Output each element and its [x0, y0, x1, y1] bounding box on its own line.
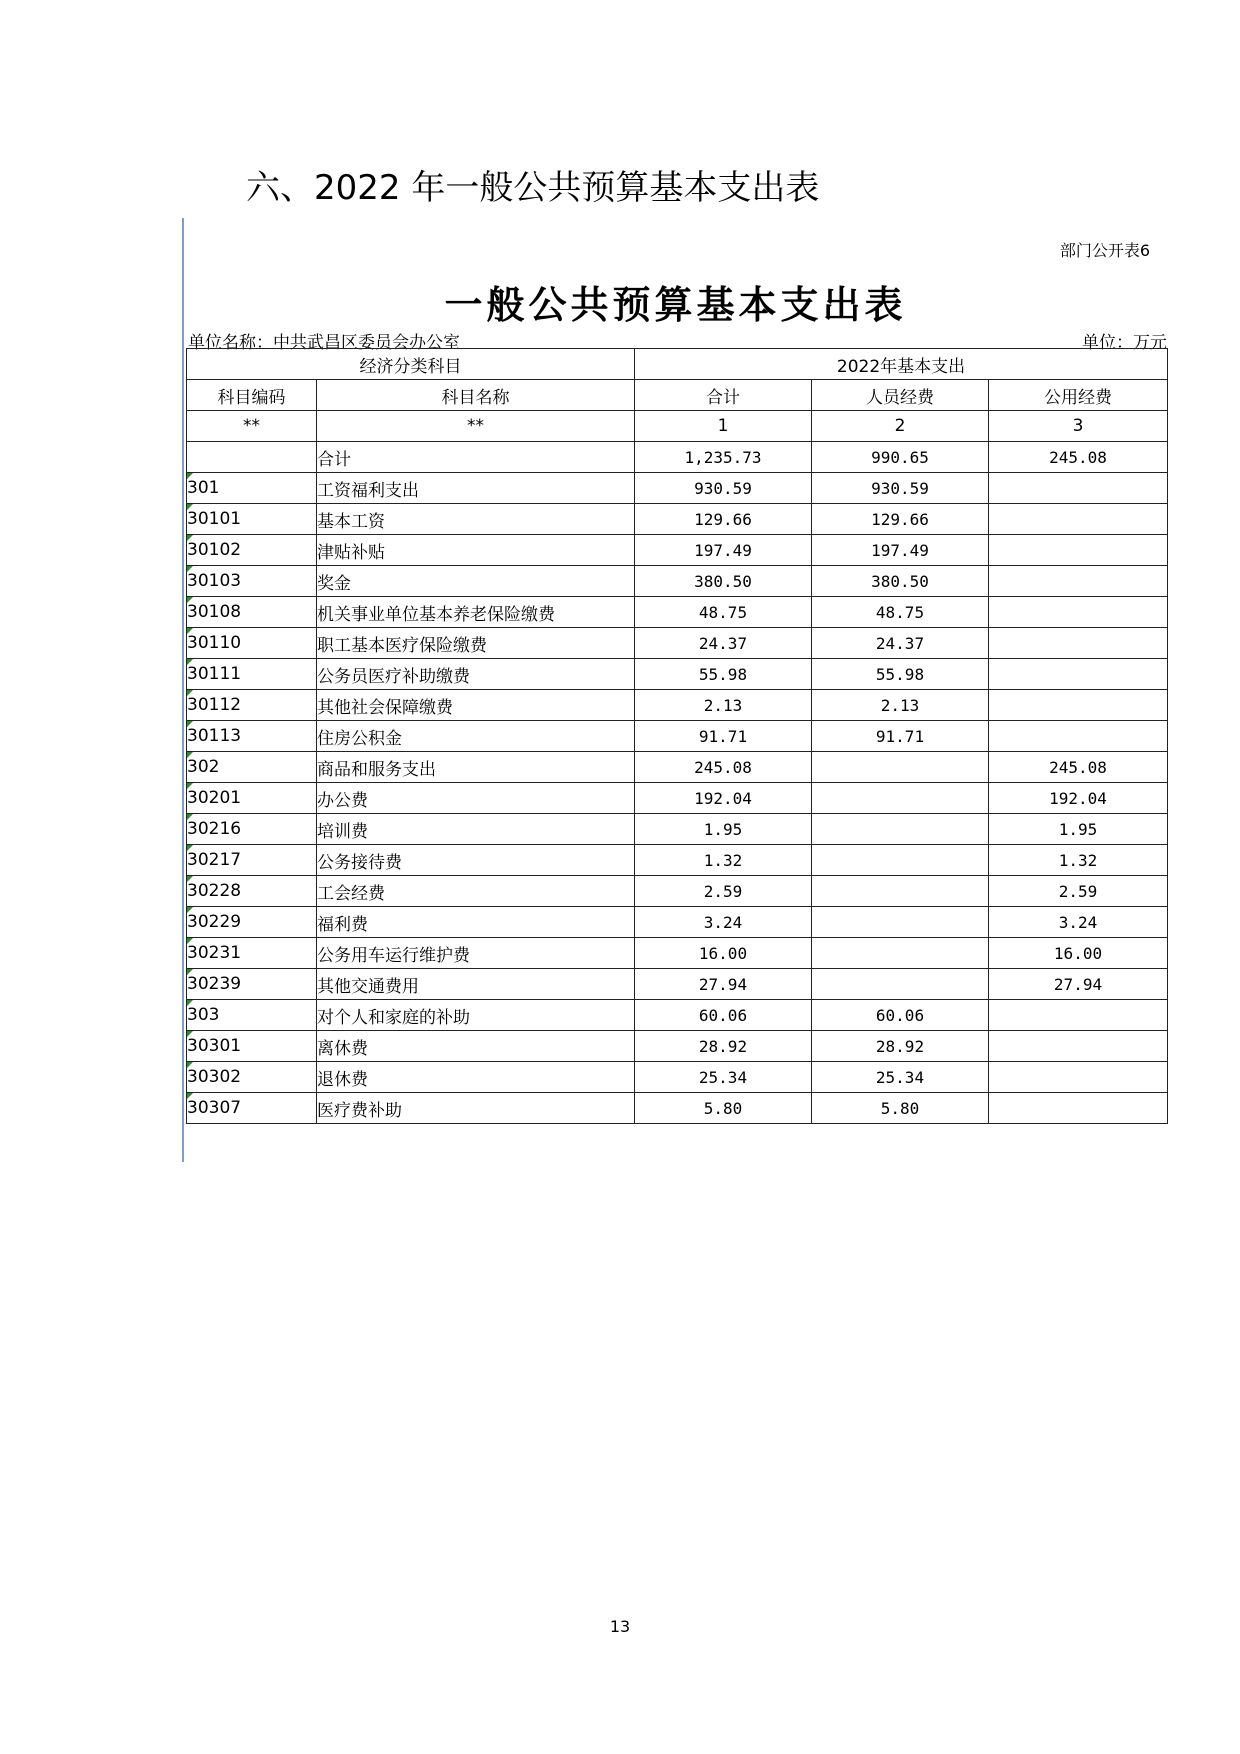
header-name: 科目名称 — [317, 380, 635, 411]
row-code: 30201 — [187, 783, 317, 814]
row-name: 医疗费补助 — [317, 1093, 635, 1124]
row-name: 住房公积金 — [317, 721, 635, 752]
row-total: 27.94 — [635, 969, 812, 1000]
total-sum: 1,235.73 — [635, 442, 812, 473]
row-public: 245.08 — [989, 752, 1168, 783]
header-econ-class: 经济分类科目 — [187, 349, 635, 380]
row-public — [989, 690, 1168, 721]
row-code: 303 — [187, 1000, 317, 1031]
row-personnel: 129.66 — [812, 504, 989, 535]
row-personnel: 2.13 — [812, 690, 989, 721]
row-code: 30108 — [187, 597, 317, 628]
row-code: 30101 — [187, 504, 317, 535]
table-row — [187, 814, 1168, 845]
row-total: 192.04 — [635, 783, 812, 814]
row-name: 其他社会保障缴费 — [317, 690, 635, 721]
row-name: 公务接待费 — [317, 845, 635, 876]
table-row — [187, 1031, 1168, 1062]
row-code: 302 — [187, 752, 317, 783]
table-row — [187, 721, 1168, 752]
row-name: 津贴补贴 — [317, 535, 635, 566]
unit-label: 单位：万元 — [1082, 333, 1167, 353]
row-personnel: 930.59 — [812, 473, 989, 504]
table-row — [187, 473, 1168, 504]
row-personnel: 60.06 — [812, 1000, 989, 1031]
cell-marker-icon — [187, 907, 193, 913]
table-row — [187, 504, 1168, 535]
marker-name: ** — [317, 411, 635, 442]
row-code: 30111 — [187, 659, 317, 690]
row-name: 工资福利支出 — [317, 473, 635, 504]
row-total: 24.37 — [635, 628, 812, 659]
row-personnel: 28.92 — [812, 1031, 989, 1062]
cell-marker-icon — [187, 969, 193, 975]
budget-table — [186, 348, 1168, 1124]
row-name: 商品和服务支出 — [317, 752, 635, 783]
row-name: 工会经费 — [317, 876, 635, 907]
table-row — [187, 690, 1168, 721]
marker-n1: 1 — [635, 411, 812, 442]
header-code: 科目编码 — [187, 380, 317, 411]
cell-marker-icon — [187, 721, 193, 727]
row-total: 28.92 — [635, 1031, 812, 1062]
row-public — [989, 535, 1168, 566]
row-total: 25.34 — [635, 1062, 812, 1093]
row-personnel: 5.80 — [812, 1093, 989, 1124]
header-column-row — [187, 380, 1168, 411]
cell-marker-icon — [187, 845, 193, 851]
row-total: 930.59 — [635, 473, 812, 504]
table-row — [187, 845, 1168, 876]
row-total: 380.50 — [635, 566, 812, 597]
row-total: 16.00 — [635, 938, 812, 969]
header-total: 合计 — [635, 380, 812, 411]
sheet-title: 一般公共预算基本支出表 — [444, 282, 907, 327]
table-row — [187, 566, 1168, 597]
row-public — [989, 473, 1168, 504]
row-name: 对个人和家庭的补助 — [317, 1000, 635, 1031]
table-row — [187, 628, 1168, 659]
row-total: 1.32 — [635, 845, 812, 876]
cell-marker-icon — [187, 504, 193, 510]
row-name: 培训费 — [317, 814, 635, 845]
table-row — [187, 1062, 1168, 1093]
row-code: 30302 — [187, 1062, 317, 1093]
cell-marker-icon — [187, 783, 193, 789]
row-public — [989, 628, 1168, 659]
cell-marker-icon — [187, 473, 193, 479]
row-personnel — [812, 938, 989, 969]
row-name: 基本工资 — [317, 504, 635, 535]
table-row — [187, 969, 1168, 1000]
row-personnel — [812, 907, 989, 938]
cell-marker-icon — [187, 938, 193, 944]
row-code: 30103 — [187, 566, 317, 597]
row-total: 3.24 — [635, 907, 812, 938]
row-total: 2.13 — [635, 690, 812, 721]
row-total: 245.08 — [635, 752, 812, 783]
row-personnel: 197.49 — [812, 535, 989, 566]
row-name: 离休费 — [317, 1031, 635, 1062]
cell-marker-icon — [187, 752, 193, 758]
table-row — [187, 907, 1168, 938]
row-name: 办公费 — [317, 783, 635, 814]
cell-marker-icon — [187, 628, 193, 634]
row-public — [989, 721, 1168, 752]
row-personnel — [812, 876, 989, 907]
row-total: 55.98 — [635, 659, 812, 690]
total-row — [187, 442, 1168, 473]
row-code: 30216 — [187, 814, 317, 845]
total-label: 合计 — [317, 442, 635, 473]
row-name: 职工基本医疗保险缴费 — [317, 628, 635, 659]
cell-marker-icon — [187, 535, 193, 541]
row-code: 30229 — [187, 907, 317, 938]
header-public: 公用经费 — [989, 380, 1168, 411]
row-name: 奖金 — [317, 566, 635, 597]
table-row — [187, 1093, 1168, 1124]
row-total: 1.95 — [635, 814, 812, 845]
row-public: 1.95 — [989, 814, 1168, 845]
row-name: 退休费 — [317, 1062, 635, 1093]
row-total: 129.66 — [635, 504, 812, 535]
row-public — [989, 1000, 1168, 1031]
table-row — [187, 659, 1168, 690]
table-row — [187, 783, 1168, 814]
row-public — [989, 504, 1168, 535]
cell-marker-icon — [187, 1031, 193, 1037]
sheet-code: 部门公开表6 — [1059, 241, 1150, 260]
row-public — [989, 1093, 1168, 1124]
table-row — [187, 1000, 1168, 1031]
row-public: 2.59 — [989, 876, 1168, 907]
row-public: 16.00 — [989, 938, 1168, 969]
row-total: 91.71 — [635, 721, 812, 752]
total-personnel: 990.65 — [812, 442, 989, 473]
cell-marker-icon — [187, 1093, 193, 1099]
header-basic-expenditure: 2022年基本支出 — [635, 349, 1168, 380]
row-code: 30217 — [187, 845, 317, 876]
row-code: 30113 — [187, 721, 317, 752]
table-row — [187, 597, 1168, 628]
cell-marker-icon — [187, 1062, 193, 1068]
row-code: 30228 — [187, 876, 317, 907]
row-public: 1.32 — [989, 845, 1168, 876]
row-public — [989, 1062, 1168, 1093]
row-personnel — [812, 814, 989, 845]
total-code — [187, 442, 317, 473]
row-personnel: 48.75 — [812, 597, 989, 628]
marker-code: ** — [187, 411, 317, 442]
cell-marker-icon — [187, 566, 193, 572]
row-code: 30110 — [187, 628, 317, 659]
cell-marker-icon — [187, 1000, 193, 1006]
header-group-row — [187, 349, 1168, 380]
row-public: 27.94 — [989, 969, 1168, 1000]
table-row — [187, 752, 1168, 783]
row-public — [989, 1031, 1168, 1062]
row-personnel: 380.50 — [812, 566, 989, 597]
row-personnel: 91.71 — [812, 721, 989, 752]
row-public — [989, 597, 1168, 628]
cell-marker-icon — [187, 814, 193, 820]
marker-n2: 2 — [812, 411, 989, 442]
row-public: 192.04 — [989, 783, 1168, 814]
table-row — [187, 876, 1168, 907]
row-name: 公务员医疗补助缴费 — [317, 659, 635, 690]
row-total: 197.49 — [635, 535, 812, 566]
cell-marker-icon — [187, 690, 193, 696]
total-public: 245.08 — [989, 442, 1168, 473]
row-code: 30239 — [187, 969, 317, 1000]
marker-n3: 3 — [989, 411, 1168, 442]
row-public — [989, 566, 1168, 597]
row-code: 30102 — [187, 535, 317, 566]
row-personnel: 25.34 — [812, 1062, 989, 1093]
table-row — [187, 535, 1168, 566]
row-personnel: 24.37 — [812, 628, 989, 659]
table-row — [187, 938, 1168, 969]
row-name: 福利费 — [317, 907, 635, 938]
row-personnel: 55.98 — [812, 659, 989, 690]
cell-marker-icon — [187, 876, 193, 882]
row-name: 机关事业单位基本养老保险缴费 — [317, 597, 635, 628]
row-personnel — [812, 752, 989, 783]
row-total: 48.75 — [635, 597, 812, 628]
org-name: 单位名称：中共武昌区委员会办公室 — [188, 333, 460, 353]
row-public: 3.24 — [989, 907, 1168, 938]
section-heading: 六、2022 年一般公共预算基本支出表 — [246, 168, 820, 208]
cell-marker-icon — [187, 659, 193, 665]
row-code: 30307 — [187, 1093, 317, 1124]
row-personnel — [812, 845, 989, 876]
header-personnel: 人员经费 — [812, 380, 989, 411]
row-code: 30112 — [187, 690, 317, 721]
budget-sheet — [182, 218, 1167, 1162]
row-name: 其他交通费用 — [317, 969, 635, 1000]
row-personnel — [812, 969, 989, 1000]
row-total: 2.59 — [635, 876, 812, 907]
row-total: 5.80 — [635, 1093, 812, 1124]
row-personnel — [812, 783, 989, 814]
row-public — [989, 659, 1168, 690]
row-code: 30231 — [187, 938, 317, 969]
header-marker-row — [187, 411, 1168, 442]
row-code: 30301 — [187, 1031, 317, 1062]
row-code: 301 — [187, 473, 317, 504]
cell-marker-icon — [187, 597, 193, 603]
row-name: 公务用车运行维护费 — [317, 938, 635, 969]
row-total: 60.06 — [635, 1000, 812, 1031]
page-number: 13 — [609, 1617, 631, 1636]
